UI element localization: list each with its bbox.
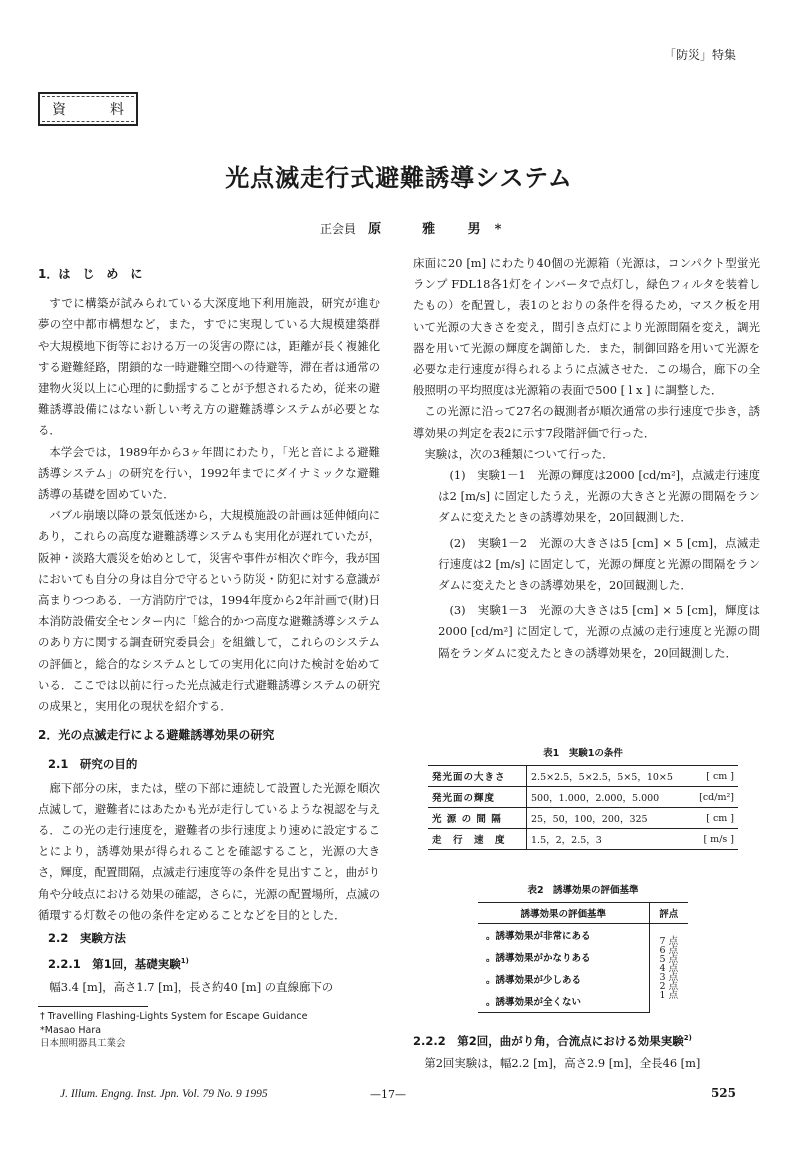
right-paragraph-3: 実験は，次の3種類について行った．: [424, 446, 614, 461]
right-column: [413, 253, 760, 664]
table-1-unit: [ cm ]: [706, 812, 734, 824]
point-value: 6 点: [659, 944, 679, 956]
author-line: [320, 218, 515, 237]
section-2-2-1-heading: [48, 951, 380, 975]
table-row: [428, 766, 738, 787]
section-1-paragraph-3: バブル崩壊以降の景気低迷から，大規模施設の計画は延伸傾向にあり，これらの高度な避難誘導システムも実用化が遅れていたが，阪神・淡路大震災を始めとして，災害や事件が相次ぐ昨今，我が国においても自分の身は自分で守るという防災・防犯に対する意識が高まりつつある．一方消防庁では，1994年度から2年計画で(財)日本消防設備安全センター内に「総合的かつ高度な避難誘導システムのあり方に関する調査研究委員会」を組織して，これらのシステムの評価と，総合的なシステムとしての実用化に向けた検討を始めている．ここでは以前に行った光点滅走行式避難誘導システムの研究の成果と，実用化の現状を紹介する．: [38, 508, 380, 714]
table-row: [428, 787, 738, 808]
section-2-2-2-heading-text: 2.2.2 第2回，曲がり角，合流点における効果実験: [413, 1033, 684, 1048]
footnote-divider: [38, 1006, 148, 1007]
experiment-item-2: (2) 実験1－2 光源の大きさは5 [cm] × 5 [cm]，点滅走行速度は2 [m/s] に固定して，光源の輝度と光源の間隔をランダムに変えたときの誘導効果を，20回観測した．: [438, 535, 760, 593]
left-column: [38, 264, 380, 999]
section-2-2-1-paragraph: 幅3.4 [m]，高さ1.7 [m]，長さ約40 [m] の直線廊下の: [49, 980, 334, 995]
table-1-unit: [cd/m²]: [699, 791, 734, 803]
table-2-criterion: 。誘導効果が少しある: [478, 968, 649, 990]
experiment-item-1: (1) 実験1－1 光源の輝度は2000 [cd/m²]，点滅走行速度は2 [m/s] に固定したうえ，光源の大きさと光源の間隔をランダムに変えたときの誘導効果を，20回観測した．: [438, 468, 760, 525]
section-2-1-heading: 2.1 研究の目的: [48, 757, 138, 772]
page-title: 光点滅走行式避難誘導システム: [225, 164, 573, 192]
folio: —17—: [370, 1088, 406, 1101]
table-1-unit: [ m/s ]: [703, 833, 734, 845]
footnote-author: *Masao Hara: [40, 1024, 102, 1036]
section-1-paragraph-2: 本学会では，1989年から3ヶ年間にわたり，「光と音による避難誘導システム」の研究を行い，1992年までにダイナミックな避難誘導の基礎を固めていた．: [38, 444, 380, 502]
table-1-unit: [ cm ]: [706, 770, 734, 782]
footnotes: [40, 1010, 307, 1051]
section-2-2-1-ref: 1): [180, 957, 189, 966]
label-box-right: 料: [110, 102, 124, 118]
author-name: 原 雅 男*: [368, 222, 516, 237]
table-1-values: 2.5×2.5，5×2.5，5×5，10×5: [531, 772, 673, 783]
table-1-label: 走 行 速 度: [428, 829, 527, 850]
point-value: 3 点: [659, 971, 679, 983]
table-2-criterion: 。誘導効果がかなりある: [478, 946, 649, 968]
point-value: 7 点: [659, 935, 679, 947]
table-1-label: 光 源 の 間 隔: [428, 808, 527, 829]
label-box-left: 資: [52, 102, 66, 118]
journal-citation: J. Illum. Engng. Inst. Jpn. Vol. 79 No. 9 1995: [60, 1088, 268, 1100]
section-tag: 「防災」特集: [663, 48, 736, 62]
table-1-values: 1.5，2，2.5，3: [531, 835, 602, 846]
right-paragraph-2: この光源に沿って27名の観測者が順次通常の歩行速度で歩き，誘導効果の判定を表2に示す7段階評価で行った．: [413, 404, 760, 440]
footnote-affiliation: 日本照明器具工業会: [40, 1038, 126, 1049]
section-1-paragraph-1: すでに構築が試みられている大深度地下利用施設，研究が進む夢の空中都市構想など，また，すでに実現している大規模建築群や大規模地下街等における万一の災害の際には，距離が長く複雑化する避難経路，閉鎖的な一時避難空間への待避等，滞在者は通常の建物火災以上に心理的に動揺することが予想されるため，従来の避難誘導設備にはない新しい考え方の避難誘導システムが必要となる．: [38, 296, 381, 438]
section-2-2-2-paragraph: 第2回実験は，幅2.2 [m]，高さ2.9 [m]，全長46 [m]: [424, 1055, 701, 1070]
table-1-caption: 表1 実験1の条件: [543, 748, 623, 759]
point-value: 4 点: [659, 962, 679, 974]
table-2: [478, 882, 688, 1013]
table-1-label: 発光面の輝度: [428, 787, 527, 808]
table-2-header-criteria: 誘導効果の評価基準: [478, 903, 649, 924]
section-2-2-heading: 2.2 実験方法: [48, 931, 126, 946]
table-2-criterion: 。誘導効果が非常にある: [478, 924, 649, 947]
section-2-2-2-heading: [413, 1028, 760, 1051]
section-1-heading: 1．は じ め に: [38, 267, 143, 281]
table-1-values: 500，1.000，2.000，5.000: [531, 793, 660, 804]
table-2-caption: 表2 誘導効果の評価基準: [527, 885, 639, 896]
point-value: 2 点: [659, 980, 679, 992]
author-role: 正会員: [320, 222, 357, 236]
table-row: [428, 829, 738, 850]
table-1: [428, 745, 738, 850]
page-number: 525: [710, 1086, 736, 1100]
right-paragraph-continued: 床面に20 [m] にわたり40個の光源箱（光源は，コンパクト型蛍光ランプ FDL18各1灯をインバータで点灯し，緑色フィルタを装着したもの）を配置し，表1のとおりの条件を得るため，マスク板を用いて光源の大きさを変え，間引き点灯により光源間隔を変え，調光器を用いて光源の輝度を調節した．また，制御回路を用いて光源を必要な走行速度が得られるように点滅させた．この場合，廊下の全般照明の平均照度は光源箱の表面で500 [ l x ] に調整した．: [413, 256, 760, 398]
table-2-grid: [478, 902, 688, 1013]
table-1-grid: [428, 765, 738, 850]
table-1-values: 25，50，100，200，325: [531, 814, 648, 825]
table-2-points: [649, 924, 688, 1013]
footnote-title: † Travelling Flashing-Lights System for Escape Guidance: [40, 1011, 308, 1022]
point-value: 1 点: [659, 989, 679, 1001]
table-row: [478, 924, 688, 947]
section-2-2-1-heading-text: 2.2.1 第1回，基礎実験: [48, 957, 181, 972]
table-row: [428, 808, 738, 829]
section-2-2-2-ref: 2): [683, 1034, 692, 1042]
table-row: [478, 903, 688, 924]
section-2-2-2: [413, 1026, 760, 1073]
section-2-heading: 2．光の点滅走行による避難誘導効果の研究: [38, 728, 275, 743]
table-2-criterion: 。誘導効果が全くない: [478, 990, 649, 1013]
point-value: 5 点: [659, 953, 679, 965]
experiment-item-3: (3) 実験1－3 光源の大きさは5 [cm] × 5 [cm]，輝度は2000 [cd/m²] に固定して，光源の点滅の走行速度と光源の間隔をランダムに変えたときの誘導効果を，20回観測した．: [438, 603, 760, 660]
table-2-header-points: 評点: [649, 903, 688, 924]
label-box: [38, 92, 138, 126]
section-2-1-paragraph: 廊下部分の床，または，壁の下部に連続して設置した光源を順次点滅して，避難者にはあたかも光が走行しているような視認を与える．この光の走行速度を，避難者の歩行速度より速めに設定することにより，誘導効果が得られることを確認すること，光源の大きさ，輝度，配置間隔，点滅走行速度等の条件を見出すこと，曲がり角や分岐点における効果の確認，さらに，光源の配置場所，点滅の循環する灯数その他の条件を定めることなどを目的とした．: [38, 780, 380, 922]
table-1-label: 発光面の大きさ: [428, 766, 527, 787]
